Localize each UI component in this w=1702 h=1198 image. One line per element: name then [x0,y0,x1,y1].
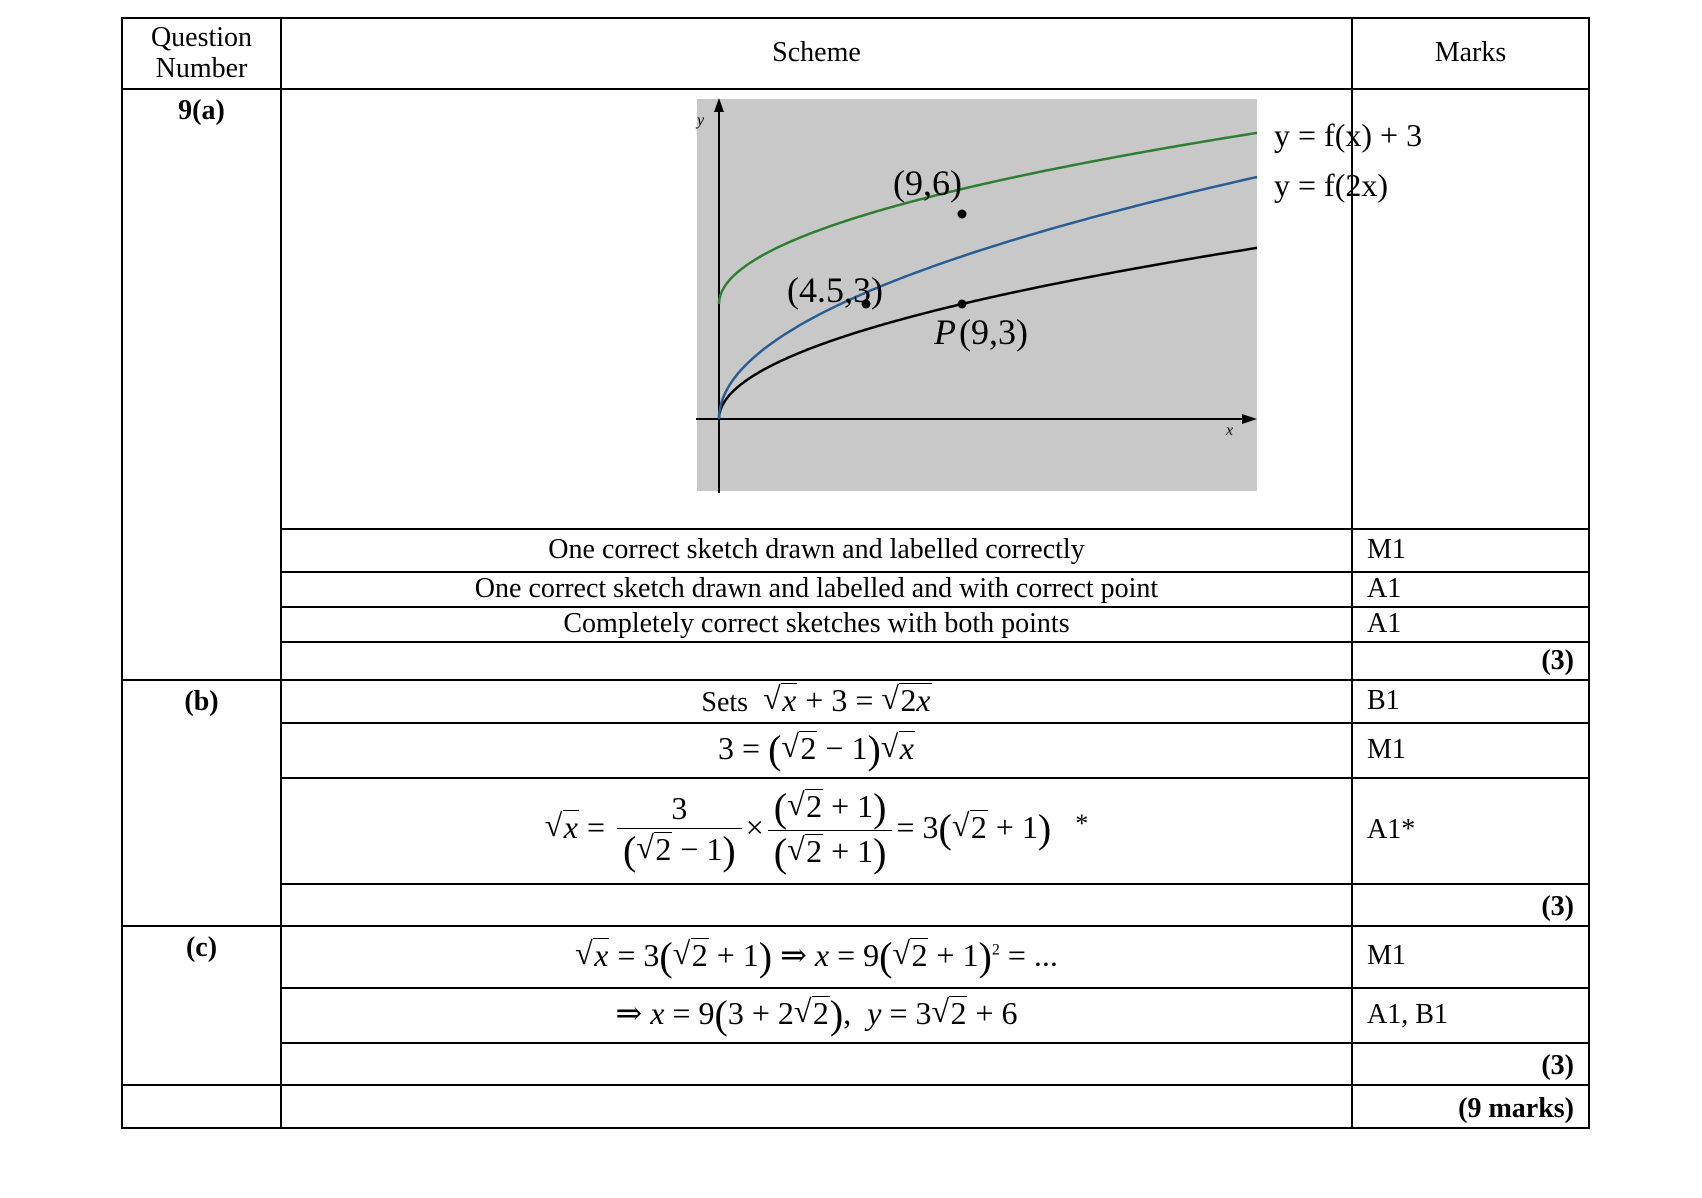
part-a-scheme-1: One correct sketch drawn and labelled correctly [281,529,1352,572]
sets-text: Sets [701,687,749,719]
equation-b2: 3 = (√ 2 − 1)√ x [718,730,915,766]
final-total-scheme [281,1085,1352,1128]
final-total-row [122,1085,1589,1128]
part-b-scheme-3 [281,778,1352,884]
header-question-number [122,18,281,89]
part-b-row-2 [122,723,1589,778]
part-a-scheme-3: Completely correct sketches with both points [281,607,1352,642]
point-9-6-label: (9,6) [893,163,962,203]
x-axis-label: x [1226,422,1234,439]
part-b-total: (3) [1352,884,1589,926]
part-a-row-2 [122,572,1589,607]
part-c-scheme-1 [281,926,1352,988]
part-a-mark-1: M1 [1352,529,1589,572]
point-p-coords: (9,3) [959,312,1028,352]
equation-b3: √ x = $\frac{3}{(√ 2 - 1)}$ × $\frac{(√ 2 + 1)}{(√ 2 + 1)}$ = 3(√ 2 + 1) * [545,809,1088,845]
header-marks: Marks [1352,18,1589,89]
header-row [122,18,1589,89]
y-axis-label: y [697,112,705,129]
part-c-mark-1: M1 [1352,926,1589,988]
final-total-question [122,1085,281,1128]
part-a-scheme-2: One correct sketch drawn and labelled and with correct point [281,572,1352,607]
part-b-label: (b) [122,680,281,926]
label-f-2x: y = f(2x) [1274,167,1389,203]
part-c-row-1 [122,926,1589,988]
graph-cell [281,89,1423,529]
graph-marks-cell [1352,89,1589,529]
part-c-mark-2: A1, B1 [1352,988,1589,1043]
sets-equation: √ x + 3 = √ 2x [755,682,932,718]
label-f-x-plus-3: y = f(x) + 3 [1274,117,1423,153]
part-a-row-1 [122,529,1589,572]
part-c-total-row [122,1043,1589,1085]
given-star: * [1075,809,1089,839]
part-c-label: (c) [122,926,281,1085]
part-b-mark-3: A1* [1352,778,1589,884]
point-p-name: P [934,312,956,352]
part-b-scheme-1 [281,680,1352,723]
final-total: (9 marks) [1352,1085,1589,1128]
header-scheme: Scheme [281,18,1352,89]
part-a-graph-row [122,89,1589,529]
part-b-row-1 [122,680,1589,723]
part-b-row-3 [122,778,1589,884]
point-p-marker [958,300,967,309]
part-c-scheme-2 [281,988,1352,1043]
equation-c2: ⇒ x = 9(3 + 2√ 2), y = 3√ 2 + 6 [615,995,1017,1031]
point-4-5-3-label: (4.5,3) [787,270,883,310]
header-question-line1: Question [150,21,253,53]
part-b-mark-1: B1 [1352,680,1589,723]
graph-background [697,99,1257,491]
part-a-total-row [122,642,1589,680]
part-c-row-2 [122,988,1589,1043]
part-a-row-3 [122,607,1589,642]
part-c-total-scheme [281,1043,1352,1085]
part-a-mark-3: A1 [1352,607,1589,642]
part-a-label: 9(a) [122,89,281,680]
part-b-mark-2: M1 [1352,723,1589,778]
part-b-total-row [122,884,1589,926]
part-a-mark-2: A1 [1352,572,1589,607]
point-9-6-marker [958,210,967,219]
part-b-total-scheme [281,884,1352,926]
part-c-total: (3) [1352,1043,1589,1085]
mark-scheme-table [121,17,1590,1129]
sketch-graph [282,90,1423,520]
equation-c1: √ x = 3(√ 2 + 1) ⇒ x = 9(√ 2 + 1)$^2$ = ... [575,937,1058,973]
part-b-scheme-2 [281,723,1352,778]
part-a-total: (3) [1352,642,1589,680]
header-question-line2: Number [155,52,248,84]
part-a-total-scheme [281,642,1352,680]
